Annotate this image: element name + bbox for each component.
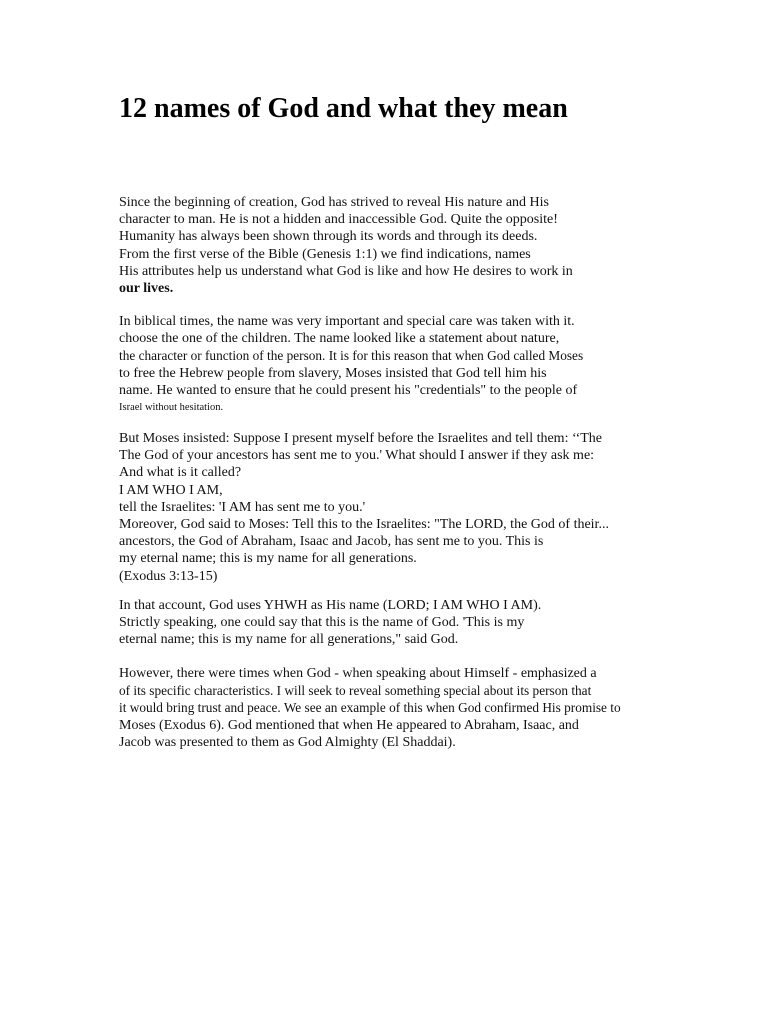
paragraph-intro xyxy=(119,194,573,297)
text-line: Moses (Exodus 6). God mentioned that when He appeared to Abraham, Isaac, and xyxy=(119,717,579,733)
text-line: my eternal name; this is my name for all generations. xyxy=(119,551,417,567)
text-line: to free the Hebrew people from slavery, Moses insisted that God tell him his xyxy=(119,365,547,381)
text-line: (Exodus 3:13-15) xyxy=(119,568,218,584)
text-line: In biblical times, the name was very important and special care was taken with it. xyxy=(119,314,575,329)
text-line: And what is it called? xyxy=(119,465,242,481)
text-line-bold: our lives. xyxy=(119,280,174,296)
text-line: From the first verse of the Bible (Genesis 1:1) we find indications, names xyxy=(119,246,531,262)
text-line: Jacob was presented to them as God Almighty (El Shaddai). xyxy=(119,734,456,750)
text-line: name. He wanted to ensure that he could present his "credentials" to the people of xyxy=(119,382,578,398)
text-line: I AM WHO I AM, xyxy=(119,482,223,498)
text-line-small: Israel without hesitation. xyxy=(119,401,224,413)
text-line: character to man. He is not a hidden and inaccessible God. Quite the opposite! xyxy=(119,212,558,228)
text-line: the character or function of the person. It is for this reason that when God called Moses xyxy=(119,348,584,364)
document-title: 12 names of God and what they mean xyxy=(119,93,568,124)
paragraph-biblical-times xyxy=(119,313,583,416)
text-line: Moreover, God said to Moses: Tell this to the Israelites: "The LORD, the God of their... xyxy=(119,516,609,532)
paragraph-characteristics xyxy=(119,665,621,751)
text-line: choose the one of the children. The name looked like a statement about nature, xyxy=(119,331,560,347)
text-line: of its specific characteristics. I will seek to reveal something special about its person that xyxy=(119,683,592,699)
text-line: However, there were times when God - when speaking about Himself - emphasized a xyxy=(119,666,597,681)
text-line: tell the Israelites: 'I AM has sent me to you.' xyxy=(119,499,366,515)
text-line: it would bring trust and peace. We see an example of this when God confirmed His promise to xyxy=(119,700,621,716)
text-line: But Moses insisted: Suppose I present myself before the Israelites and tell them: ‘‘The xyxy=(119,431,603,446)
text-line: In that account, God uses YHWH as His name (LORD; I AM WHO I AM). xyxy=(119,598,542,613)
paragraph-yhwh xyxy=(119,597,541,649)
text-line: ancestors, the God of Abraham, Isaac and Jacob, has sent me to you. This is xyxy=(119,534,544,550)
text-line: Humanity has always been shown through its words and through its deeds. xyxy=(119,229,538,245)
text-line: His attributes help us understand what God is like and how He desires to work in xyxy=(119,263,573,279)
text-line: Since the beginning of creation, God has strived to reveal His nature and His xyxy=(119,195,549,210)
paragraph-moses-quote xyxy=(119,430,609,585)
text-line: The God of your ancestors has sent me to you.' What should I answer if they ask me: xyxy=(119,448,595,464)
text-line: Strictly speaking, one could say that this is the name of God. 'This is my xyxy=(119,615,525,631)
text-line: eternal name; this is my name for all generations," said God. xyxy=(119,632,459,648)
